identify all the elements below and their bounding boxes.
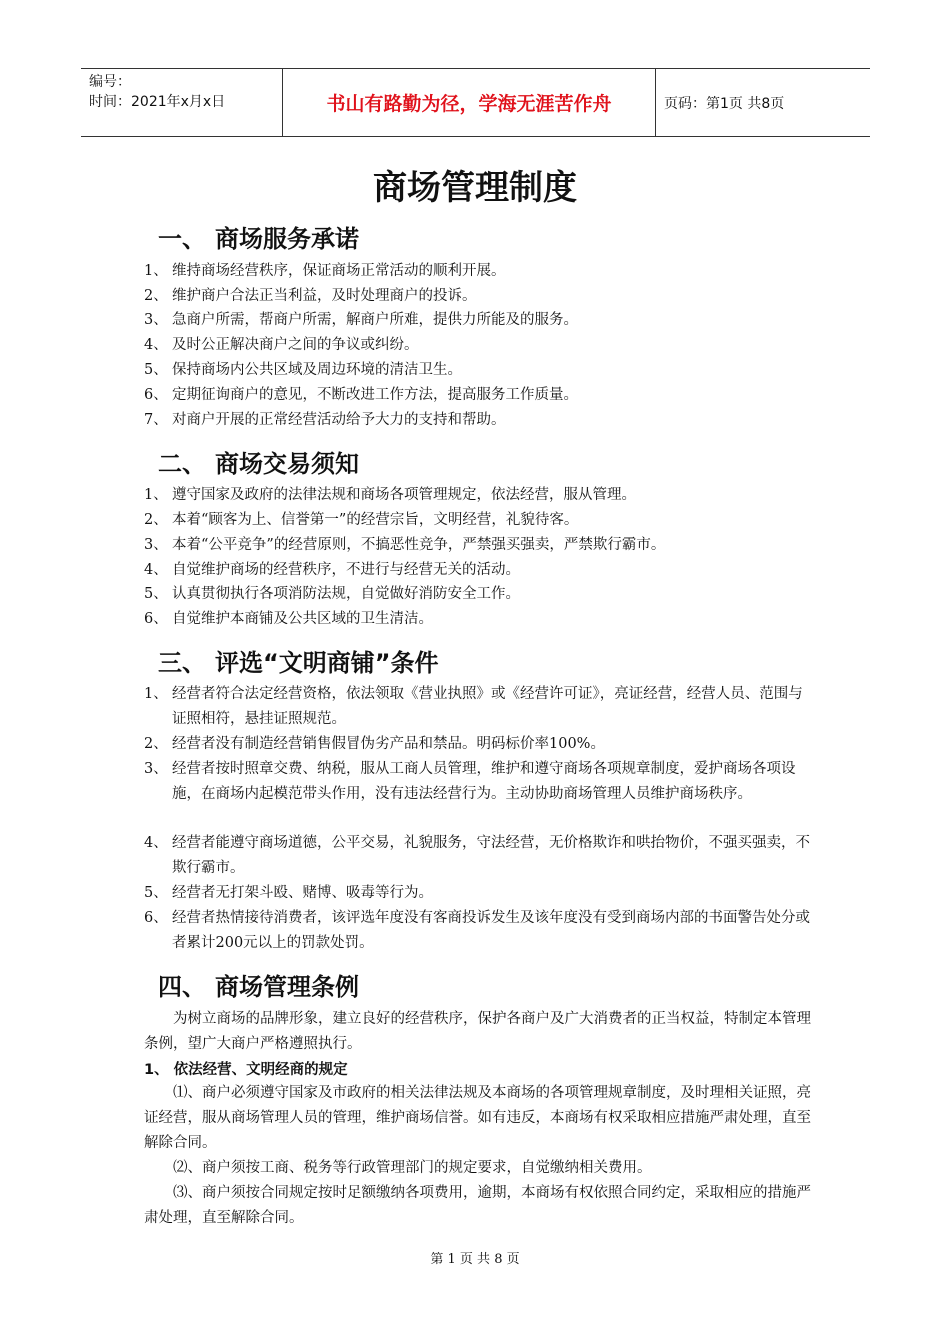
section-number: 一、 xyxy=(158,225,206,253)
item-number: 3、 xyxy=(144,537,168,553)
item-number: 3、 xyxy=(144,312,168,328)
list-item xyxy=(144,831,814,881)
item-text: 本着“顾客为上、信誉第一”的经营宗旨，文明经营，礼貌待客。 xyxy=(172,512,579,528)
item-text: 维持商场经营秩序，保证商场正常活动的顺利开展。 xyxy=(172,263,506,279)
section-intro: 为树立商场的品牌形象，建立良好的经营秩序，保护各商户及广大消费者的正当权益，特制定本管理条例，望广大商户严格遵照执行。 xyxy=(144,1011,811,1052)
item-text: 经营者按时照章交费、纳税，服从工商人员管理，维护和遵守商场各项规章制度，爱护商场各项设施，在商场内起模范带头作用，没有违法经营行为。主动协助商场管理人员维护商场秩序。 xyxy=(172,761,796,802)
item-text: 经营者没有制造经营销售假冒伪劣产品和禁品。明码标价率100%。 xyxy=(172,736,605,752)
list-item xyxy=(144,383,814,408)
clause-paragraph: ⑶、商户须按合同规定按时足额缴纳各项费用，逾期，本商场有权依照合同约定，采取相应的措施严肃处理，直至解除合同。 xyxy=(144,1185,811,1226)
subsection-title: 1、 依法经营、文明经商的规定 xyxy=(144,1062,348,1078)
header-motto: 书山有路勤为径，学海无涯苦作舟 xyxy=(282,69,656,136)
item-number: 2、 xyxy=(144,736,168,752)
document-title: 商场管理制度 xyxy=(373,168,577,208)
list-item xyxy=(144,333,814,358)
header-meta xyxy=(81,69,282,136)
section-number: 四、 xyxy=(158,973,206,1001)
list-item xyxy=(144,906,814,956)
list-item xyxy=(144,508,814,533)
item-text: 定期征询商户的意见，不断改进工作方法，提高服务工作质量。 xyxy=(172,387,578,403)
section-title: 评选“文明商铺”条件 xyxy=(215,649,439,677)
section-number: 三、 xyxy=(158,649,206,677)
item-text: 维护商户合法正当利益，及时处理商户的投诉。 xyxy=(172,288,477,304)
page-footer: 第 1 页 共 8 页 xyxy=(430,1252,520,1267)
section-heading-4 xyxy=(158,967,359,1002)
list-item xyxy=(144,483,814,508)
section-title: 商场服务承诺 xyxy=(215,225,359,253)
section-heading-2 xyxy=(158,444,359,479)
clause-paragraph: ⑴、商户必须遵守国家及市政府的相关法律法规及本商场的各项管理规章制度，及时理相关证照，亮证经营，服从商场管理人员的管理，维护商场信誉。如有违反，本商场有权采取相应措施严肃处理，直至解除合同。 xyxy=(144,1085,811,1151)
list-item xyxy=(144,308,814,333)
item-number: 5、 xyxy=(144,586,168,602)
list-item xyxy=(144,582,814,607)
list-item xyxy=(144,881,814,906)
item-number: 1、 xyxy=(144,263,168,279)
item-number: 2、 xyxy=(144,512,168,528)
list-item xyxy=(144,259,814,284)
list-item xyxy=(144,284,814,309)
clause-paragraph: ⑵、商户须按工商、税务等行政管理部门的规定要求，自觉缴纳相关费用。 xyxy=(173,1160,652,1176)
section-number: 二、 xyxy=(158,450,206,478)
item-text: 经营者热情接待消费者，该评选年度没有客商投诉发生及该年度没有受到商场内部的书面警告处分或者累计200元以上的罚款处罚。 xyxy=(172,910,810,951)
item-number: 6、 xyxy=(144,387,168,403)
item-number: 1、 xyxy=(144,487,168,503)
header-page-info: 页码：第1页 共8页 xyxy=(664,95,785,112)
list-item xyxy=(144,358,814,383)
list-item xyxy=(144,757,814,807)
item-number: 4、 xyxy=(144,835,168,851)
list-item xyxy=(144,558,814,583)
item-text: 经营者能遵守商场道德，公平交易，礼貌服务，守法经营，无价格欺诈和哄抬物价，不强买强卖，不欺行霸市。 xyxy=(172,835,810,876)
item-number: 6、 xyxy=(144,910,168,926)
item-text: 经营者无打架斗殴、赌博、吸毒等行为。 xyxy=(172,885,433,901)
section-title: 商场交易须知 xyxy=(215,450,359,478)
list-item xyxy=(144,533,814,558)
list-item xyxy=(144,732,814,757)
item-number: 3、 xyxy=(144,761,168,777)
item-text: 自觉维护本商铺及公共区域的卫生清洁。 xyxy=(172,611,433,627)
item-number: 7、 xyxy=(144,412,168,428)
item-text: 自觉维护商场的经营秩序，不进行与经营无关的活动。 xyxy=(172,562,520,578)
item-text: 经营者符合法定经营资格，依法领取《营业执照》或《经营许可证》，亮证经营，经营人员、范围与证照相符，悬挂证照规范。 xyxy=(172,686,803,727)
item-number: 1、 xyxy=(144,686,168,702)
item-text: 本着“公平竞争”的经营原则，不搞恶性竞争，严禁强买强卖，严禁欺行霸市。 xyxy=(172,537,666,553)
section-heading-1 xyxy=(158,219,359,254)
item-text: 保持商场内公共区域及周边环境的清洁卫生。 xyxy=(172,362,462,378)
header-time-label: 时间：2021年x月x日 xyxy=(89,94,226,110)
item-number: 2、 xyxy=(144,288,168,304)
section-title: 商场管理条例 xyxy=(215,973,359,1001)
item-text: 对商户开展的正常经营活动给予大力的支持和帮助。 xyxy=(172,412,506,428)
item-number: 4、 xyxy=(144,337,168,353)
item-text: 急商户所需，帮商户所需，解商户所难，提供力所能及的服务。 xyxy=(172,312,578,328)
section-heading-3 xyxy=(158,643,439,678)
list-item xyxy=(144,607,814,632)
item-text: 认真贯彻执行各项消防法规，自觉做好消防安全工作。 xyxy=(172,586,520,602)
header-number-label: 编号： xyxy=(89,74,131,90)
list-item xyxy=(144,408,814,433)
item-number: 5、 xyxy=(144,362,168,378)
item-text: 及时公正解决商户之间的争议或纠纷。 xyxy=(172,337,419,353)
page-header xyxy=(81,68,870,137)
item-text: 遵守国家及政府的法律法规和商场各项管理规定，依法经营，服从管理。 xyxy=(172,487,636,503)
item-number: 5、 xyxy=(144,885,168,901)
list-item xyxy=(144,682,814,732)
item-number: 6、 xyxy=(144,611,168,627)
item-number: 4、 xyxy=(144,562,168,578)
